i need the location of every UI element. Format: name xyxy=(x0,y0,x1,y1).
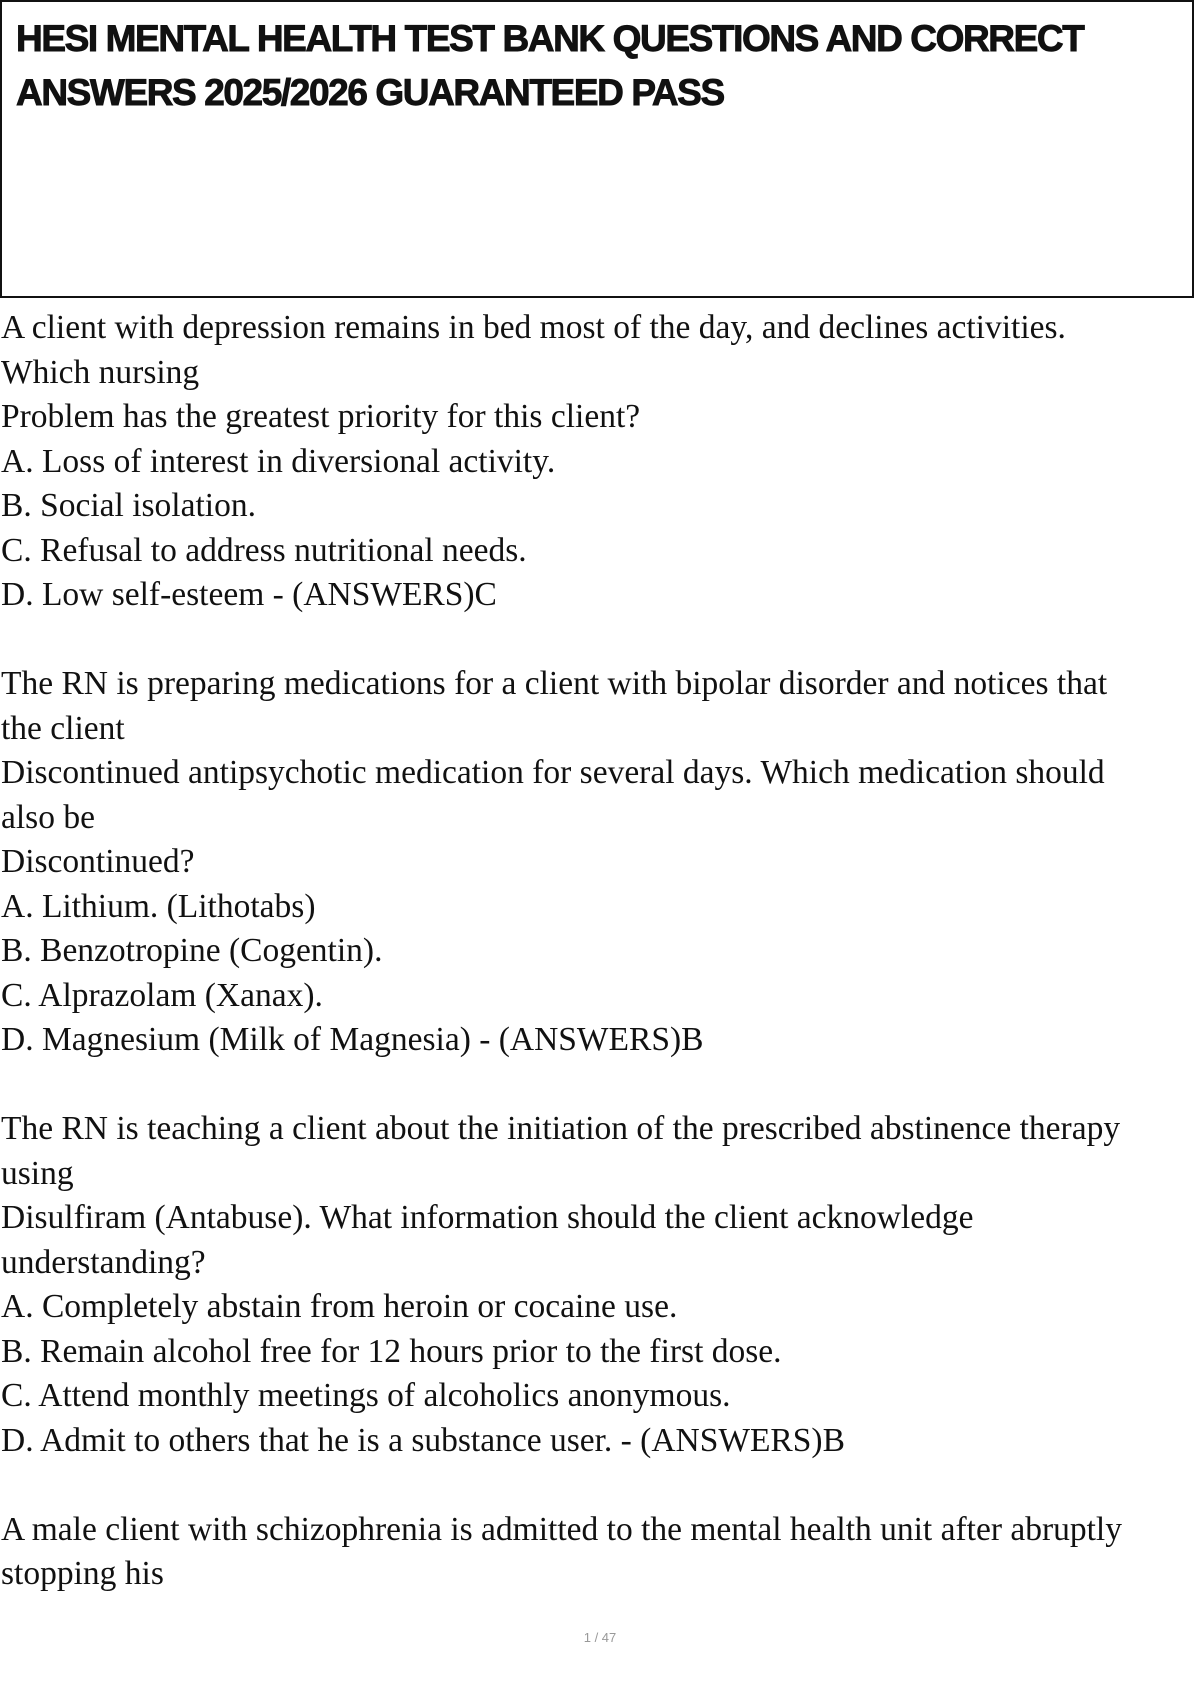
question-stem-line: Problem has the greatest priority for this client? xyxy=(1,398,641,435)
question-stem-line: also be xyxy=(1,798,95,836)
answer-option-d: D. Low self-esteem - (ANSWERS)C xyxy=(1,576,497,613)
question-stem-line: The RN is teaching a client about the initiation of the prescribed abstinence therapy xyxy=(1,1110,1121,1147)
question-stem-line: Disulfiram (Antabuse). What information should the client acknowledge xyxy=(1,1199,974,1236)
answer-option-c: C. Refusal to address nutritional needs. xyxy=(1,531,527,569)
answer-option-c: C. Alprazolam (Xanax). xyxy=(1,976,323,1014)
answer-option-a: A. Lithium. (Lithotabs) xyxy=(1,887,316,925)
answer-option-d: D. Admit to others that he is a substance user. - (ANSWERS)B xyxy=(1,1421,845,1459)
question-stem-line: Discontinued? xyxy=(1,843,195,880)
answer-option-b: B. Remain alcohol free for 12 hours prior to the first dose. xyxy=(1,1332,782,1370)
question-stem-line: The RN is preparing medications for a client with bipolar disorder and notices that xyxy=(1,665,1108,702)
answer-option-a: A. Completely abstain from heroin or cocaine use. xyxy=(1,1288,678,1325)
document-title-box xyxy=(0,0,1194,298)
answer-option-b: B. Social isolation. xyxy=(1,487,256,524)
question-stem-line: the client xyxy=(1,709,125,747)
answer-option-d: D. Magnesium (Milk of Magnesia) - (ANSWERS)B xyxy=(1,1021,704,1058)
document-title xyxy=(16,12,1192,120)
page-indicator: 1 / 47 xyxy=(583,1630,617,1645)
answer-option-b: B. Benzotropine (Cogentin). xyxy=(1,932,383,969)
question-3 xyxy=(1,1107,1191,1463)
question-stem-line: Which nursing xyxy=(1,353,200,391)
question-stem-line: A male client with schizophrenia is admitted to the mental health unit after abruptly xyxy=(1,1510,1122,1548)
question-list xyxy=(1,306,1191,1641)
answer-option-a: A. Loss of interest in diversional activity. xyxy=(1,442,556,480)
question-stem-line: understanding? xyxy=(1,1243,206,1281)
question-4 xyxy=(1,1508,1191,1597)
answer-option-c: C. Attend monthly meetings of alcoholics anonymous. xyxy=(1,1377,731,1414)
title-line-1: HESI MENTAL HEALTH TEST BANK QUESTIONS AND CORRECT xyxy=(16,18,1084,59)
question-stem-line: using xyxy=(1,1154,74,1192)
question-2 xyxy=(1,662,1191,1063)
question-stem-line: stopping his xyxy=(1,1555,164,1592)
question-stem-line: Discontinued antipsychotic medication for several days. Which medication should xyxy=(1,754,1105,791)
question-stem-line: A client with depression remains in bed most of the day, and declines activities. xyxy=(1,309,1066,346)
title-line-2: ANSWERS 2025/2026 GUARANTEED PASS xyxy=(16,72,724,113)
question-1 xyxy=(1,306,1191,618)
